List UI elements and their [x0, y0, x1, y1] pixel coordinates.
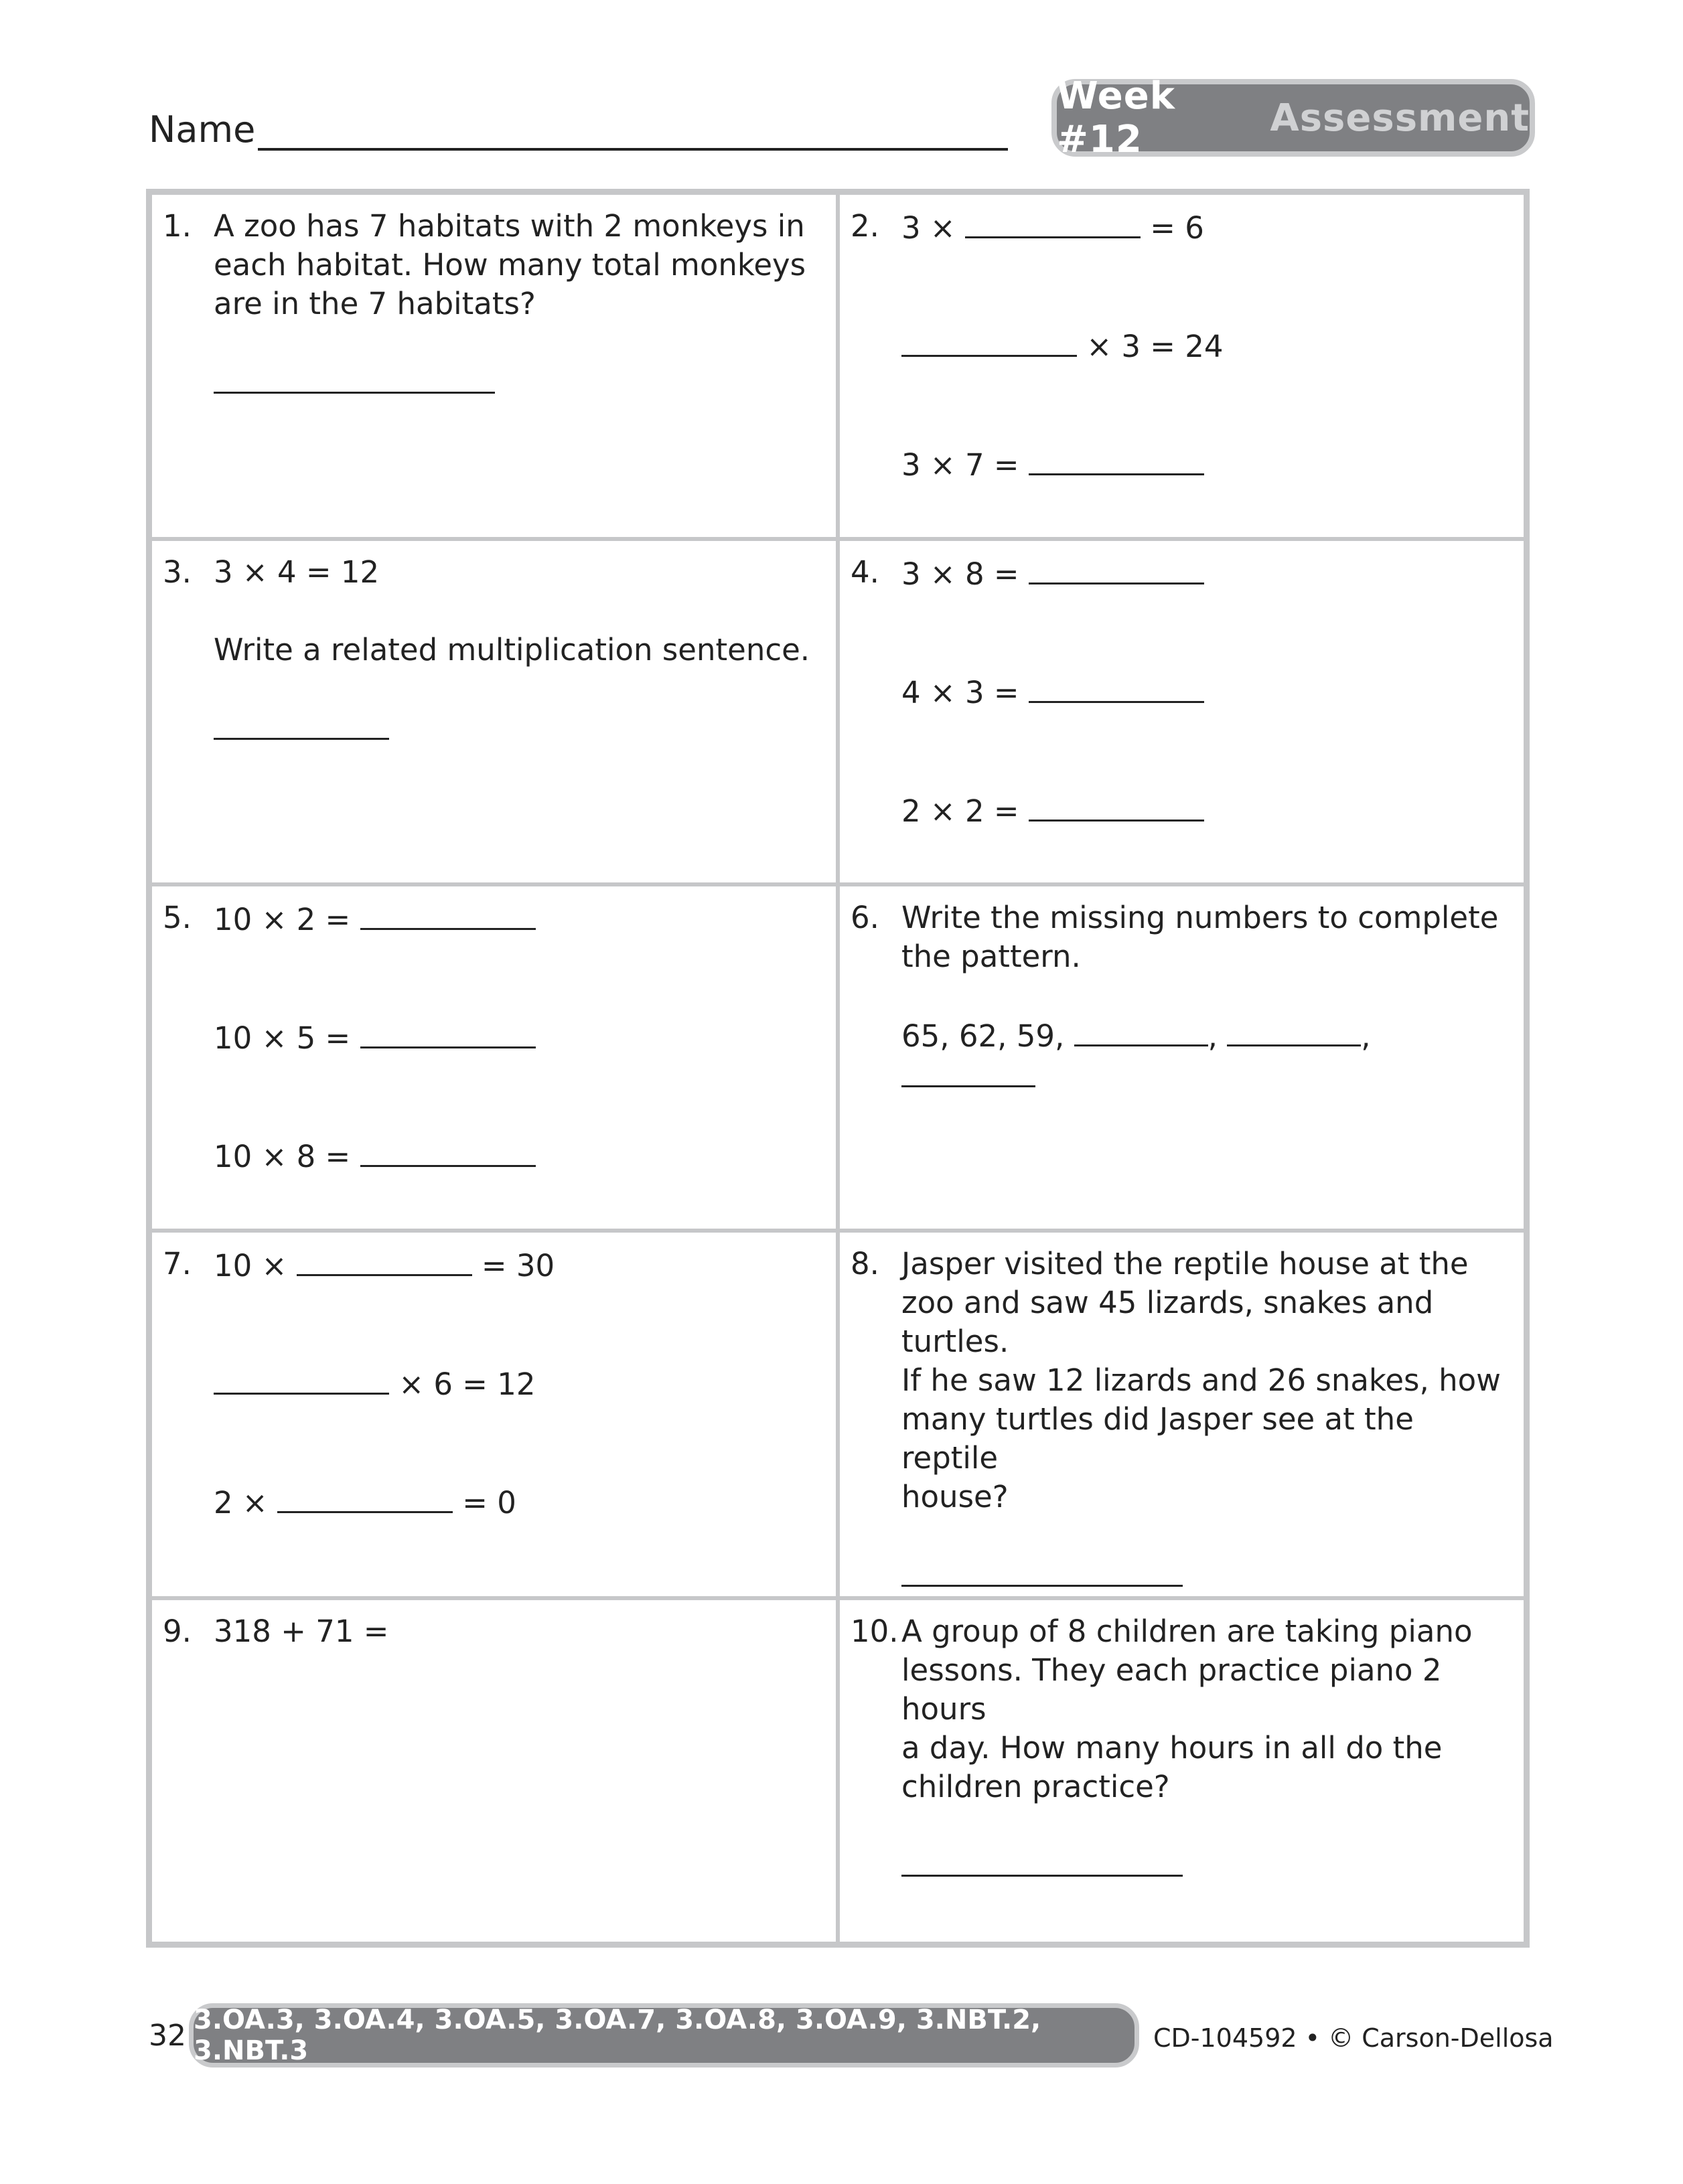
problem-7 — [150, 1231, 838, 1598]
eq-right: × 3 = 24 — [1086, 329, 1224, 364]
problem-2 — [838, 193, 1526, 539]
problem-text: a day. How many hours in all do the — [901, 1729, 1443, 1766]
eq-left: 3 × — [901, 210, 956, 246]
problem-text: each habitat. How many total monkeys — [214, 247, 806, 283]
problem-number: 3. — [163, 554, 192, 590]
answer-blank[interactable] — [1074, 1015, 1208, 1046]
problem-5 — [150, 884, 838, 1231]
eq-right: = 6 — [1150, 210, 1204, 246]
problem-number: 4. — [851, 554, 879, 590]
problem-text: Write a related multiplication sentence. — [214, 631, 810, 668]
eq-left: 4 × 3 = — [901, 674, 1019, 710]
answer-blank[interactable] — [1029, 672, 1204, 703]
eq-left: 2 × 2 = — [901, 793, 1019, 829]
name-label: Name — [149, 108, 256, 151]
problem-text: A zoo has 7 habitats with 2 monkeys in — [214, 208, 805, 244]
answer-blank[interactable] — [297, 1245, 472, 1276]
answer-blank[interactable] — [360, 1017, 536, 1048]
problem-text: 318 + 71 = — [214, 1613, 389, 1649]
answer-blank[interactable] — [1029, 553, 1204, 584]
standards-pill: 3.OA.3, 3.OA.4, 3.OA.5, 3.OA.7, 3.OA.8, 3.OA.9, 3.NBT.2, 3.NBT.3 — [189, 2003, 1139, 2068]
problem-text: house? — [901, 1478, 1009, 1514]
problem-3 — [150, 539, 838, 885]
eq-left: 3 × 8 = — [901, 556, 1019, 592]
problem-text: Write the missing numbers to complete — [901, 900, 1499, 935]
eq-left: 10 × 8 = — [214, 1139, 351, 1174]
problem-10 — [838, 1598, 1526, 1944]
eq-right: = 0 — [462, 1484, 516, 1520]
badge-title: Assessment — [1270, 96, 1530, 140]
problem-number: 10. — [851, 1613, 899, 1649]
comma: , — [1361, 1018, 1371, 1054]
problem-number: 2. — [851, 208, 879, 244]
problem-number: 9. — [163, 1613, 192, 1649]
answer-blank[interactable] — [214, 708, 389, 740]
problem-text: children practice? — [901, 1768, 1170, 1804]
problem-1 — [150, 193, 838, 539]
eq-left: 3 × 7 = — [901, 447, 1019, 483]
answer-blank[interactable] — [901, 1056, 1035, 1087]
eq-left: 2 × — [214, 1484, 268, 1520]
problem-text: many turtles did Jasper see at the reptile — [901, 1401, 1414, 1476]
pattern-start: 65, 62, 59, — [901, 1018, 1065, 1054]
eq-right: = 30 — [481, 1247, 555, 1283]
answer-blank[interactable] — [901, 1845, 1183, 1877]
problem-text: A group of 8 children are taking piano — [901, 1613, 1473, 1649]
answer-blank[interactable] — [1029, 790, 1204, 822]
eq-left: 10 × 2 = — [214, 902, 351, 937]
copyright: CD-104592 • © Carson-Dellosa — [1153, 2023, 1554, 2053]
eq-left: 10 × — [214, 1247, 287, 1283]
problem-text: If he saw 12 lizards and 26 snakes, how — [901, 1362, 1501, 1398]
answer-blank[interactable] — [1227, 1015, 1361, 1046]
problem-8 — [838, 1231, 1526, 1598]
answer-blank[interactable] — [360, 899, 536, 930]
problem-9 — [150, 1598, 838, 1944]
problem-grid — [146, 189, 1530, 1948]
badge-week: Week #12 — [1057, 74, 1175, 161]
answer-blank[interactable] — [901, 1555, 1183, 1587]
eq-right: × 6 = 12 — [398, 1366, 536, 1402]
comma: , — [1208, 1018, 1218, 1054]
name-field[interactable] — [149, 108, 1008, 151]
name-line[interactable] — [258, 114, 1008, 151]
problem-text: the pattern. — [901, 939, 1081, 974]
problem-number: 6. — [851, 900, 879, 935]
problem-text: are in the 7 habitats? — [214, 286, 536, 321]
answer-blank[interactable] — [214, 362, 495, 394]
problem-text: zoo and saw 45 lizards, snakes and turtles. — [901, 1284, 1434, 1359]
problem-4 — [838, 539, 1526, 885]
answer-blank[interactable] — [277, 1482, 453, 1513]
problem-text: 3 × 4 = 12 — [214, 554, 380, 590]
problem-number: 5. — [163, 900, 192, 935]
answer-blank[interactable] — [901, 325, 1077, 357]
answer-blank[interactable] — [1029, 444, 1204, 475]
answer-blank[interactable] — [965, 207, 1141, 238]
problem-6 — [838, 884, 1526, 1231]
problem-number: 8. — [851, 1245, 879, 1281]
answer-blank[interactable] — [360, 1136, 536, 1167]
problem-number: 7. — [163, 1245, 192, 1281]
eq-left: 10 × 5 = — [214, 1020, 351, 1056]
answer-blank[interactable] — [214, 1363, 389, 1395]
page-number: 32 — [149, 2019, 186, 2053]
week-badge — [1051, 74, 1535, 161]
problem-number: 1. — [163, 208, 192, 244]
problem-text: Jasper visited the reptile house at the — [901, 1245, 1469, 1281]
problem-text: lessons. They each practice piano 2 hours — [901, 1652, 1442, 1727]
